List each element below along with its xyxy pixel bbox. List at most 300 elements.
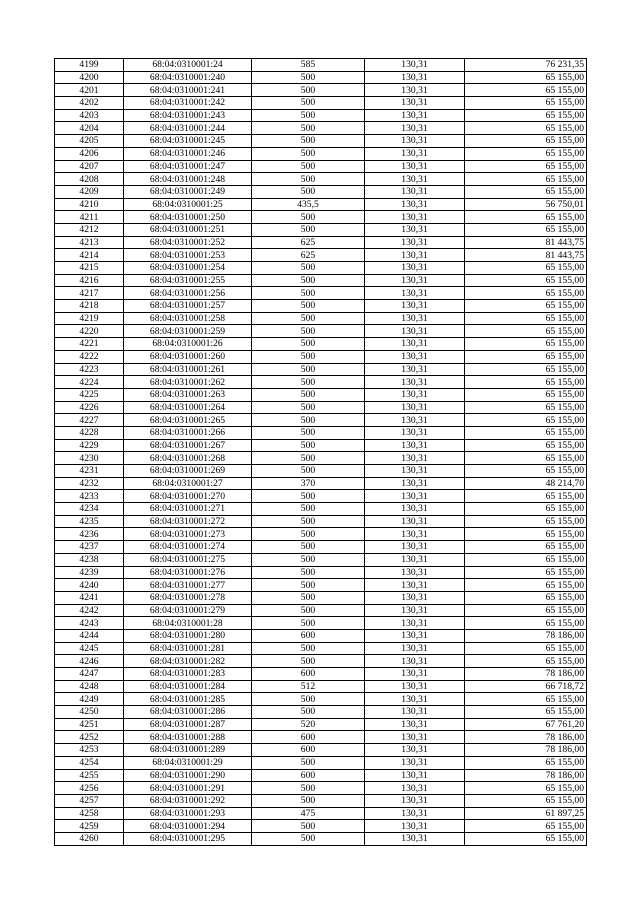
area-cell: 435,5 <box>252 198 365 211</box>
row-number-cell: 4234 <box>55 503 124 516</box>
table-row <box>55 515 587 528</box>
cadastral-value-cell: 65 155,00 <box>465 211 587 224</box>
price-per-unit-cell: 130,31 <box>365 731 465 744</box>
table-row <box>55 173 587 186</box>
area-cell: 500 <box>252 794 365 807</box>
cadastral-value-cell: 65 155,00 <box>465 376 587 389</box>
table-row <box>55 97 587 110</box>
row-number-cell: 4207 <box>55 160 124 173</box>
area-cell: 500 <box>252 693 365 706</box>
area-cell: 500 <box>252 300 365 313</box>
price-per-unit-cell: 130,31 <box>365 312 465 325</box>
cadastral-number-cell: 68:04:0310001:257 <box>124 300 252 313</box>
table-row <box>55 629 587 642</box>
price-per-unit-cell: 130,31 <box>365 262 465 275</box>
area-cell: 500 <box>252 173 365 186</box>
table-row <box>55 262 587 275</box>
table-row <box>55 84 587 97</box>
cadastral-value-cell: 65 155,00 <box>465 71 587 84</box>
cadastral-number-cell: 68:04:0310001:266 <box>124 426 252 439</box>
price-per-unit-cell: 130,31 <box>365 59 465 72</box>
row-number-cell: 4251 <box>55 718 124 731</box>
price-per-unit-cell: 130,31 <box>365 465 465 478</box>
cadastral-value-cell: 65 155,00 <box>465 503 587 516</box>
price-per-unit-cell: 130,31 <box>365 147 465 160</box>
row-number-cell: 4242 <box>55 604 124 617</box>
table-row <box>55 236 587 249</box>
price-per-unit-cell: 130,31 <box>365 236 465 249</box>
cadastral-number-cell: 68:04:0310001:277 <box>124 579 252 592</box>
row-number-cell: 4199 <box>55 59 124 72</box>
cadastral-value-cell: 76 231,35 <box>465 59 587 72</box>
row-number-cell: 4202 <box>55 97 124 110</box>
price-per-unit-cell: 130,31 <box>365 338 465 351</box>
area-cell: 500 <box>252 109 365 122</box>
price-per-unit-cell: 130,31 <box>365 744 465 757</box>
area-cell: 500 <box>252 414 365 427</box>
table-row <box>55 782 587 795</box>
row-number-cell: 4208 <box>55 173 124 186</box>
cadastral-value-cell: 67 761,20 <box>465 718 587 731</box>
cadastral-value-cell: 78 186,00 <box>465 769 587 782</box>
row-number-cell: 4203 <box>55 109 124 122</box>
price-per-unit-cell: 130,31 <box>365 135 465 148</box>
area-cell: 500 <box>252 579 365 592</box>
row-number-cell: 4210 <box>55 198 124 211</box>
area-cell: 500 <box>252 223 365 236</box>
table-row <box>55 668 587 681</box>
cadastral-value-cell: 65 155,00 <box>465 553 587 566</box>
cadastral-value-cell: 78 186,00 <box>465 629 587 642</box>
cadastral-number-cell: 68:04:0310001:289 <box>124 744 252 757</box>
cadastral-value-cell: 65 155,00 <box>465 655 587 668</box>
cadastral-number-cell: 68:04:0310001:244 <box>124 122 252 135</box>
price-per-unit-cell: 130,31 <box>365 274 465 287</box>
cadastral-value-cell: 65 155,00 <box>465 109 587 122</box>
cadastral-number-cell: 68:04:0310001:250 <box>124 211 252 224</box>
price-per-unit-cell: 130,31 <box>365 528 465 541</box>
cadastral-value-cell: 65 155,00 <box>465 338 587 351</box>
area-cell: 500 <box>252 528 365 541</box>
row-number-cell: 4231 <box>55 465 124 478</box>
table-row <box>55 401 587 414</box>
table-row <box>55 794 587 807</box>
cadastral-number-cell: 68:04:0310001:282 <box>124 655 252 668</box>
row-number-cell: 4248 <box>55 680 124 693</box>
row-number-cell: 4215 <box>55 262 124 275</box>
area-cell: 500 <box>252 71 365 84</box>
row-number-cell: 4204 <box>55 122 124 135</box>
cadastral-number-cell: 68:04:0310001:255 <box>124 274 252 287</box>
area-cell: 475 <box>252 807 365 820</box>
cadastral-number-cell: 68:04:0310001:291 <box>124 782 252 795</box>
cadastral-value-cell: 65 155,00 <box>465 300 587 313</box>
table-row <box>55 185 587 198</box>
table-row <box>55 135 587 148</box>
area-cell: 500 <box>252 452 365 465</box>
table-row <box>55 363 587 376</box>
cadastral-value-cell: 65 155,00 <box>465 262 587 275</box>
table-row <box>55 160 587 173</box>
area-cell: 500 <box>252 642 365 655</box>
area-cell: 500 <box>252 376 365 389</box>
table-row <box>55 820 587 833</box>
row-number-cell: 4229 <box>55 439 124 452</box>
area-cell: 370 <box>252 477 365 490</box>
price-per-unit-cell: 130,31 <box>365 693 465 706</box>
area-cell: 500 <box>252 832 365 845</box>
table-row <box>55 465 587 478</box>
cadastral-number-cell: 68:04:0310001:288 <box>124 731 252 744</box>
row-number-cell: 4237 <box>55 541 124 554</box>
area-cell: 520 <box>252 718 365 731</box>
row-number-cell: 4259 <box>55 820 124 833</box>
cadastral-value-cell: 65 155,00 <box>465 439 587 452</box>
area-cell: 500 <box>252 147 365 160</box>
cadastral-value-cell: 65 155,00 <box>465 274 587 287</box>
cadastral-value-cell: 65 155,00 <box>465 147 587 160</box>
area-cell: 500 <box>252 617 365 630</box>
table-row <box>55 426 587 439</box>
cadastral-value-cell: 65 155,00 <box>465 515 587 528</box>
row-number-cell: 4218 <box>55 300 124 313</box>
row-number-cell: 4217 <box>55 287 124 300</box>
cadastral-value-cell: 65 155,00 <box>465 287 587 300</box>
row-number-cell: 4200 <box>55 71 124 84</box>
cadastral-value-cell: 65 155,00 <box>465 794 587 807</box>
table-row <box>55 744 587 757</box>
cadastral-value-cell: 65 155,00 <box>465 541 587 554</box>
cadastral-value-cell: 65 155,00 <box>465 452 587 465</box>
cadastral-value-table <box>54 58 587 846</box>
cadastral-value-cell: 65 155,00 <box>465 350 587 363</box>
table-row <box>55 300 587 313</box>
row-number-cell: 4256 <box>55 782 124 795</box>
cadastral-value-cell: 65 155,00 <box>465 414 587 427</box>
area-cell: 500 <box>252 363 365 376</box>
row-number-cell: 4232 <box>55 477 124 490</box>
price-per-unit-cell: 130,31 <box>365 832 465 845</box>
price-per-unit-cell: 130,31 <box>365 591 465 604</box>
table-row <box>55 490 587 503</box>
table-row <box>55 147 587 160</box>
cadastral-value-cell: 65 155,00 <box>465 401 587 414</box>
row-number-cell: 4233 <box>55 490 124 503</box>
area-cell: 500 <box>252 782 365 795</box>
price-per-unit-cell: 130,31 <box>365 350 465 363</box>
price-per-unit-cell: 130,31 <box>365 452 465 465</box>
table-row <box>55 642 587 655</box>
cadastral-number-cell: 68:04:0310001:252 <box>124 236 252 249</box>
cadastral-value-cell: 65 155,00 <box>465 579 587 592</box>
cadastral-number-cell: 68:04:0310001:276 <box>124 566 252 579</box>
price-per-unit-cell: 130,31 <box>365 807 465 820</box>
row-number-cell: 4235 <box>55 515 124 528</box>
cadastral-value-cell: 65 155,00 <box>465 642 587 655</box>
area-cell: 500 <box>252 262 365 275</box>
cadastral-number-cell: 68:04:0310001:254 <box>124 262 252 275</box>
price-per-unit-cell: 130,31 <box>365 706 465 719</box>
area-cell: 500 <box>252 274 365 287</box>
row-number-cell: 4211 <box>55 211 124 224</box>
cadastral-number-cell: 68:04:0310001:269 <box>124 465 252 478</box>
table-row <box>55 718 587 731</box>
price-per-unit-cell: 130,31 <box>365 655 465 668</box>
table-row <box>55 731 587 744</box>
cadastral-number-cell: 68:04:0310001:249 <box>124 185 252 198</box>
row-number-cell: 4228 <box>55 426 124 439</box>
price-per-unit-cell: 130,31 <box>365 109 465 122</box>
table-row <box>55 680 587 693</box>
row-number-cell: 4230 <box>55 452 124 465</box>
cadastral-number-cell: 68:04:0310001:29 <box>124 756 252 769</box>
row-number-cell: 4238 <box>55 553 124 566</box>
cadastral-value-cell: 78 186,00 <box>465 744 587 757</box>
row-number-cell: 4250 <box>55 706 124 719</box>
row-number-cell: 4222 <box>55 350 124 363</box>
area-cell: 500 <box>252 338 365 351</box>
area-cell: 600 <box>252 731 365 744</box>
cadastral-number-cell: 68:04:0310001:295 <box>124 832 252 845</box>
table-row <box>55 566 587 579</box>
area-cell: 500 <box>252 541 365 554</box>
cadastral-number-cell: 68:04:0310001:248 <box>124 173 252 186</box>
row-number-cell: 4214 <box>55 249 124 262</box>
area-cell: 500 <box>252 350 365 363</box>
cadastral-value-cell: 78 186,00 <box>465 668 587 681</box>
cadastral-number-cell: 68:04:0310001:262 <box>124 376 252 389</box>
area-cell: 600 <box>252 668 365 681</box>
row-number-cell: 4253 <box>55 744 124 757</box>
table-row <box>55 223 587 236</box>
cadastral-number-cell: 68:04:0310001:284 <box>124 680 252 693</box>
price-per-unit-cell: 130,31 <box>365 363 465 376</box>
price-per-unit-cell: 130,31 <box>365 680 465 693</box>
area-cell: 500 <box>252 706 365 719</box>
price-per-unit-cell: 130,31 <box>365 642 465 655</box>
table-row <box>55 59 587 72</box>
table-row <box>55 832 587 845</box>
row-number-cell: 4254 <box>55 756 124 769</box>
row-number-cell: 4209 <box>55 185 124 198</box>
row-number-cell: 4213 <box>55 236 124 249</box>
cadastral-value-cell: 65 155,00 <box>465 84 587 97</box>
cadastral-number-cell: 68:04:0310001:268 <box>124 452 252 465</box>
cadastral-number-cell: 68:04:0310001:283 <box>124 668 252 681</box>
row-number-cell: 4201 <box>55 84 124 97</box>
price-per-unit-cell: 130,31 <box>365 97 465 110</box>
price-per-unit-cell: 130,31 <box>365 782 465 795</box>
area-cell: 500 <box>252 287 365 300</box>
cadastral-number-cell: 68:04:0310001:258 <box>124 312 252 325</box>
cadastral-value-cell: 65 155,00 <box>465 490 587 503</box>
cadastral-number-cell: 68:04:0310001:293 <box>124 807 252 820</box>
cadastral-number-cell: 68:04:0310001:267 <box>124 439 252 452</box>
area-cell: 585 <box>252 59 365 72</box>
price-per-unit-cell: 130,31 <box>365 718 465 731</box>
table-row <box>55 287 587 300</box>
table-row <box>55 693 587 706</box>
area-cell: 500 <box>252 604 365 617</box>
row-number-cell: 4241 <box>55 591 124 604</box>
cadastral-value-cell: 65 155,00 <box>465 122 587 135</box>
cadastral-value-cell: 65 155,00 <box>465 388 587 401</box>
price-per-unit-cell: 130,31 <box>365 604 465 617</box>
area-cell: 500 <box>252 185 365 198</box>
price-per-unit-cell: 130,31 <box>365 249 465 262</box>
row-number-cell: 4206 <box>55 147 124 160</box>
row-number-cell: 4225 <box>55 388 124 401</box>
price-per-unit-cell: 130,31 <box>365 477 465 490</box>
price-per-unit-cell: 130,31 <box>365 160 465 173</box>
cadastral-value-cell: 65 155,00 <box>465 363 587 376</box>
row-number-cell: 4226 <box>55 401 124 414</box>
cadastral-number-cell: 68:04:0310001:281 <box>124 642 252 655</box>
table-body <box>55 59 587 846</box>
cadastral-value-cell: 65 155,00 <box>465 173 587 186</box>
cadastral-number-cell: 68:04:0310001:260 <box>124 350 252 363</box>
cadastral-number-cell: 68:04:0310001:247 <box>124 160 252 173</box>
cadastral-value-cell: 65 155,00 <box>465 604 587 617</box>
area-cell: 500 <box>252 756 365 769</box>
area-cell: 500 <box>252 122 365 135</box>
cadastral-value-cell: 56 750,01 <box>465 198 587 211</box>
area-cell: 500 <box>252 553 365 566</box>
table-row <box>55 211 587 224</box>
cadastral-number-cell: 68:04:0310001:251 <box>124 223 252 236</box>
row-number-cell: 4219 <box>55 312 124 325</box>
cadastral-number-cell: 68:04:0310001:270 <box>124 490 252 503</box>
cadastral-value-cell: 65 155,00 <box>465 566 587 579</box>
cadastral-number-cell: 68:04:0310001:272 <box>124 515 252 528</box>
cadastral-number-cell: 68:04:0310001:24 <box>124 59 252 72</box>
row-number-cell: 4221 <box>55 338 124 351</box>
area-cell: 500 <box>252 655 365 668</box>
cadastral-number-cell: 68:04:0310001:261 <box>124 363 252 376</box>
cadastral-value-cell: 65 155,00 <box>465 160 587 173</box>
price-per-unit-cell: 130,31 <box>365 769 465 782</box>
cadastral-number-cell: 68:04:0310001:259 <box>124 325 252 338</box>
cadastral-number-cell: 68:04:0310001:271 <box>124 503 252 516</box>
row-number-cell: 4246 <box>55 655 124 668</box>
table-row <box>55 388 587 401</box>
cadastral-value-cell: 65 155,00 <box>465 756 587 769</box>
table-row <box>55 579 587 592</box>
row-number-cell: 4255 <box>55 769 124 782</box>
area-cell: 500 <box>252 820 365 833</box>
cadastral-value-cell: 65 155,00 <box>465 617 587 630</box>
cadastral-number-cell: 68:04:0310001:240 <box>124 71 252 84</box>
cadastral-value-cell: 65 155,00 <box>465 465 587 478</box>
cadastral-value-cell: 65 155,00 <box>465 528 587 541</box>
price-per-unit-cell: 130,31 <box>365 211 465 224</box>
area-cell: 500 <box>252 388 365 401</box>
cadastral-value-cell: 65 155,00 <box>465 312 587 325</box>
row-number-cell: 4212 <box>55 223 124 236</box>
price-per-unit-cell: 130,31 <box>365 541 465 554</box>
cadastral-value-cell: 48 214,70 <box>465 477 587 490</box>
table-row <box>55 312 587 325</box>
price-per-unit-cell: 130,31 <box>365 122 465 135</box>
area-cell: 500 <box>252 84 365 97</box>
table-row <box>55 325 587 338</box>
price-per-unit-cell: 130,31 <box>365 223 465 236</box>
area-cell: 625 <box>252 236 365 249</box>
area-cell: 500 <box>252 325 365 338</box>
cadastral-number-cell: 68:04:0310001:286 <box>124 706 252 719</box>
table-row <box>55 452 587 465</box>
row-number-cell: 4223 <box>55 363 124 376</box>
price-per-unit-cell: 130,31 <box>365 617 465 630</box>
area-cell: 500 <box>252 426 365 439</box>
table-row <box>55 109 587 122</box>
price-per-unit-cell: 130,31 <box>365 820 465 833</box>
price-per-unit-cell: 130,31 <box>365 401 465 414</box>
area-cell: 500 <box>252 465 365 478</box>
cadastral-value-cell: 66 718,72 <box>465 680 587 693</box>
row-number-cell: 4216 <box>55 274 124 287</box>
row-number-cell: 4245 <box>55 642 124 655</box>
area-cell: 500 <box>252 490 365 503</box>
price-per-unit-cell: 130,31 <box>365 756 465 769</box>
price-per-unit-cell: 130,31 <box>365 198 465 211</box>
area-cell: 500 <box>252 211 365 224</box>
cadastral-value-cell: 65 155,00 <box>465 832 587 845</box>
row-number-cell: 4244 <box>55 629 124 642</box>
price-per-unit-cell: 130,31 <box>365 287 465 300</box>
area-cell: 512 <box>252 680 365 693</box>
cadastral-value-cell: 81 443,75 <box>465 236 587 249</box>
price-per-unit-cell: 130,31 <box>365 71 465 84</box>
row-number-cell: 4243 <box>55 617 124 630</box>
row-number-cell: 4249 <box>55 693 124 706</box>
cadastral-value-cell: 65 155,00 <box>465 185 587 198</box>
cadastral-number-cell: 68:04:0310001:287 <box>124 718 252 731</box>
area-cell: 500 <box>252 97 365 110</box>
table-row <box>55 249 587 262</box>
cadastral-value-cell: 65 155,00 <box>465 325 587 338</box>
cadastral-number-cell: 68:04:0310001:245 <box>124 135 252 148</box>
area-cell: 500 <box>252 515 365 528</box>
price-per-unit-cell: 130,31 <box>365 388 465 401</box>
price-per-unit-cell: 130,31 <box>365 553 465 566</box>
table-row <box>55 617 587 630</box>
cadastral-number-cell: 68:04:0310001:265 <box>124 414 252 427</box>
table-row <box>55 553 587 566</box>
cadastral-number-cell: 68:04:0310001:28 <box>124 617 252 630</box>
area-cell: 500 <box>252 135 365 148</box>
row-number-cell: 4258 <box>55 807 124 820</box>
cadastral-number-cell: 68:04:0310001:280 <box>124 629 252 642</box>
row-number-cell: 4252 <box>55 731 124 744</box>
table-row <box>55 439 587 452</box>
price-per-unit-cell: 130,31 <box>365 173 465 186</box>
cadastral-number-cell: 68:04:0310001:294 <box>124 820 252 833</box>
area-cell: 500 <box>252 401 365 414</box>
cadastral-number-cell: 68:04:0310001:256 <box>124 287 252 300</box>
price-per-unit-cell: 130,31 <box>365 185 465 198</box>
cadastral-value-cell: 65 155,00 <box>465 426 587 439</box>
price-per-unit-cell: 130,31 <box>365 668 465 681</box>
cadastral-value-cell: 65 155,00 <box>465 706 587 719</box>
area-cell: 500 <box>252 591 365 604</box>
row-number-cell: 4247 <box>55 668 124 681</box>
table-row <box>55 503 587 516</box>
table-row <box>55 769 587 782</box>
cadastral-value-cell: 61 897,25 <box>465 807 587 820</box>
area-cell: 500 <box>252 566 365 579</box>
cadastral-number-cell: 68:04:0310001:275 <box>124 553 252 566</box>
